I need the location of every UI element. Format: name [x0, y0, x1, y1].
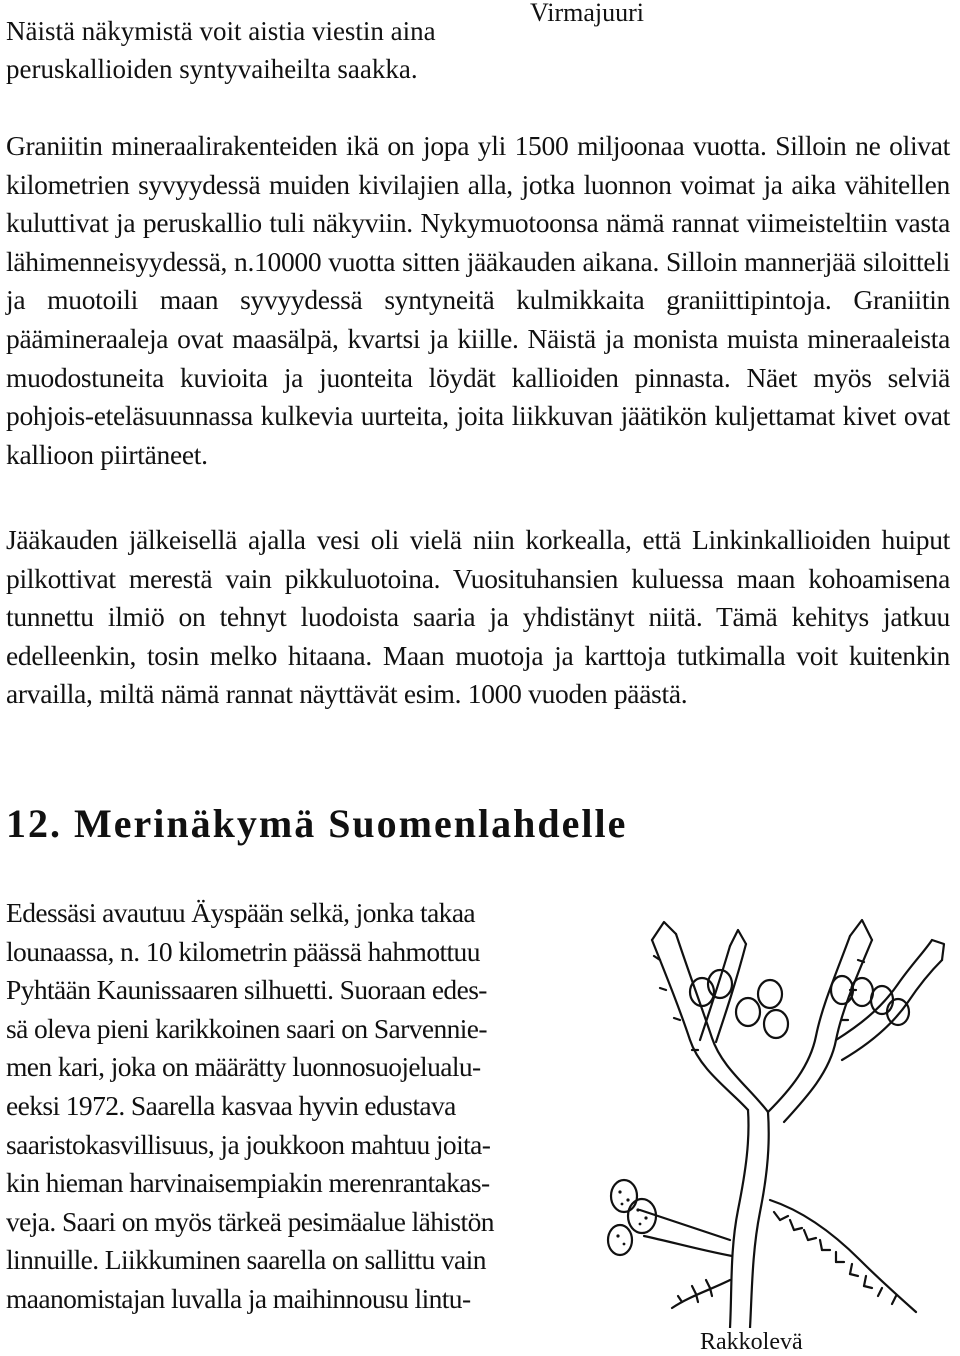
section-heading: 12. Merinäkymä Suomenlahdelle — [6, 801, 628, 846]
section-line: linnuille. Liikkuminen saarella on sallittu vain — [6, 1244, 486, 1276]
intro-caption-line-1: Näistä näkymistä voit aistia viestin aina — [6, 16, 436, 46]
section-line: sä oleva pieni karikkoinen saari on Sarvennie- — [6, 1012, 487, 1044]
section-line: veja. Saari on myös tärkeä pesimäalue lähistön — [6, 1205, 494, 1237]
running-header-label: Virmajuuri — [530, 0, 644, 27]
section-line: saaristokasvillisuus, ja joukkoon mahtuu joita- — [6, 1128, 491, 1160]
section-paragraph — [6, 894, 558, 1319]
section-line: Pyhtään Kaunissaaren silhuetti. Suoraan edes- — [6, 974, 487, 1006]
figure-caption: Rakkolevä — [700, 1329, 803, 1355]
intro-caption-line-2: peruskallioiden syntyvaiheilta saakka. — [6, 54, 418, 84]
body-paragraph-ice-age: Jääkauden jälkeisellä ajalla vesi oli vielä niin korkealla, että Linkinkallioiden huiput pilkottivat merestä vain pikkuluotoina. Vuosituhansien kuluessa maan kohoamisena tunnettu ilmiö on tehnyt luodoista saaria ja yhdistänyt niitä. Tämä kehitys jatkuu edelleenkin, tosin melko hitaana. Maan muotoja ja karttoja tutkimalla voit kuitenkin arvailla, miltä nämä rannat näyttävät esim. 1000 vuoden päästä. — [6, 524, 950, 710]
section-line: eeksi 1972. Saarella kasvaa hyvin edustava — [6, 1089, 456, 1121]
section-line: maanomistajan luvalla ja maihinnousu lintu- — [6, 1282, 471, 1314]
section-line: kin hieman harvinaisempiakin merenrantakas- — [6, 1167, 490, 1199]
section-line: lounaassa, n. 10 kilometrin päässä hahmottuu — [6, 935, 480, 967]
intro-caption — [6, 12, 506, 88]
bladderwrack-illustration-icon — [580, 900, 952, 1328]
section-line: Edessäsi avautuu Äyspään selkä, jonka takaa — [6, 897, 476, 928]
section-line: men kari, joka on määrätty luonnosuojelualu- — [6, 1051, 481, 1083]
body-paragraph-granite: Graniitin mineraalirakenteiden ikä on jopa yli 1500 miljoonaa vuotta. Silloin ne olivat kilometrien syvyydessä muiden kivilajien alla, jotka luonnon voimat ja aika vähitellen kuluttivat ja peruskallio tuli näkyviin. Nykymuotoonsa nämä rannat viimeisteltiin vasta lähimenneisyydessä, n.10000 vuotta sitten jääkauden aikana. Silloin mannerjää siloitteli ja muotoili maan syvyydessä syntyneitä kulmikkaita graniittipintoja. Graniitin päämineraaleja ovat maasälpä, kvartsi ja kiille. Näistä ja monista muista mineraaleista muodostuneita kuvioita ja juonteita löydät kallioiden pinnasta. Näet myös selviä pohjois-eteläsuunnassa kulkevia uurteita, joita liikkuvan jäätikön kuljettamat kivet ovat kallioon piirtäneet. — [6, 130, 950, 470]
